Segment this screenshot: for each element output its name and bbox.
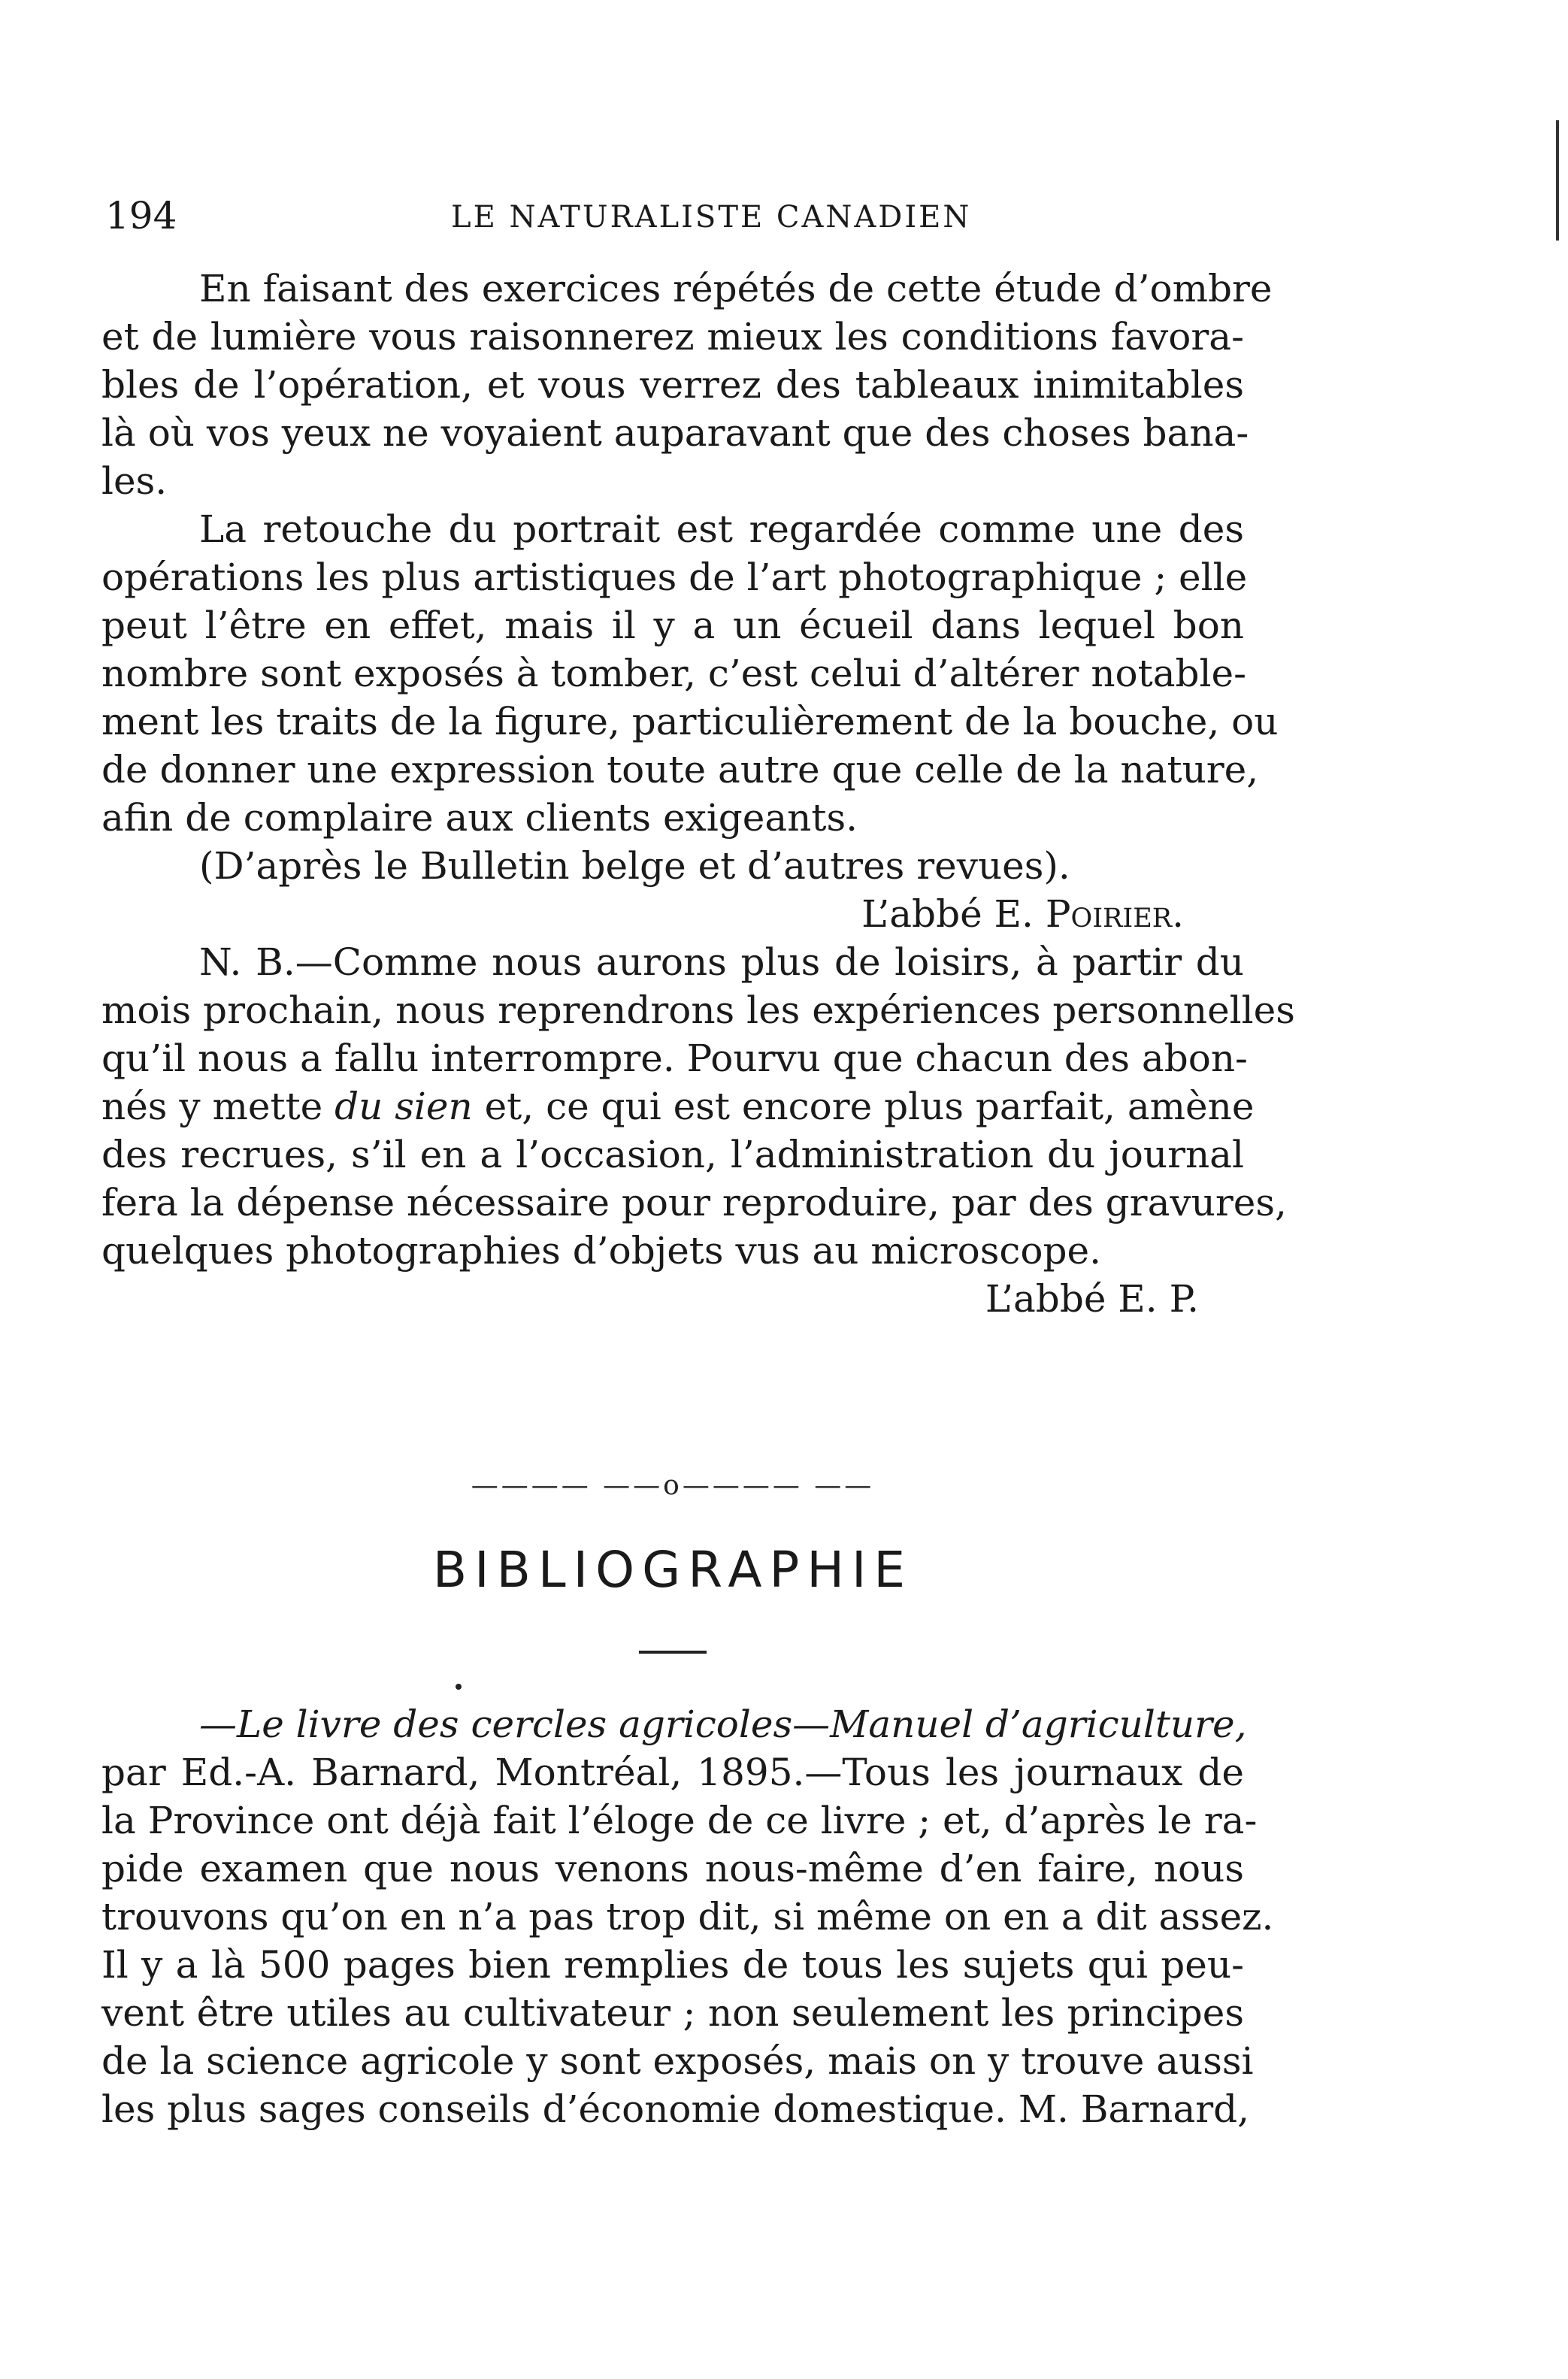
text-segment: et, ce qui est encore plus parfait, amène [472,1085,1255,1128]
signature-name: Poirier. [1045,892,1184,936]
page-number: 194 [105,194,177,238]
text-line: quelques photographies d’objets vus au microscope. [101,1229,1102,1273]
running-head: LE NATURALISTE CANADIEN [451,200,972,235]
note-signature: L’abbé E. P. [985,1277,1199,1321]
text-line: nombre sont exposés à tomber, c’est celui d’altérer notable- [101,652,1247,695]
text-line: de donner une expression toute autre que celle de la nature, [101,748,1259,791]
text-line: opérations les plus artistiques de l’art photographique ; elle [101,555,1248,599]
italic-phrase: du sien [334,1085,473,1128]
author-signature [101,890,1244,938]
text-line: et de lumière vous raisonnerez mieux les conditions favora- [101,315,1244,359]
book-title-line [101,1700,1247,1748]
text-line: mois prochain, nous reprendrons les expériences personnelles [101,988,1295,1032]
text-line: La retouche du portrait est regardée comme une des [199,507,1244,551]
text-line: vent être utiles au cultivateur ; non seulement les principes [101,1991,1244,2035]
text-line: par Ed.-A. Barnard, Montréal, 1895.—Tous les journaux de [101,1751,1244,1794]
text-line: ment les traits de la figure, particulièrement de la bouche, ou [101,700,1279,743]
page-header [98,180,1248,241]
text-line: peut l’être en effet, mais il y a un écueil dans lequel bon [101,604,1244,647]
source-citation: (D’après le Bulletin belge et d’autres revues). [199,844,1070,888]
text-line: pide examen que nous venons nous-même d’en faire, nous [101,1847,1244,1890]
book-title: —Le livre des cercles agricoles—Manuel d’agriculture, [199,1703,1247,1746]
section-separator: ———— ——o———— —— [471,1470,875,1501]
text-line: des recrues, s’il en a l’occasion, l’administration du journal [101,1133,1244,1176]
text-line: En faisant des exercices répétés de cette étude d’ombre [199,267,1273,310]
signature-prefix: L’abbé E. [861,892,1034,936]
text-line: Il y a là 500 pages bien remplies de tous les sujets qui peu- [101,1943,1244,1987]
text-line: trouvons qu’on en n’a pas trop dit, si même on en a dit assez. [101,1895,1274,1939]
text-segment: nés y mette [101,1085,335,1128]
title-rule [639,1651,707,1654]
text-line: là où vos yeux ne voyaient auparavant que des choses bana- [101,411,1249,455]
text-line: les plus sages conseils d’économie domestique. M. Barnard, [101,2087,1250,2131]
text-line: les. [101,459,168,503]
section-title: BIBLIOGRAPHIE [432,1541,913,1599]
text-line: N. B.—Comme nous aurons plus de loisirs, à partir du [199,940,1244,984]
page-edge-mark [1556,120,1559,241]
text-line: de la science agricole y sont exposés, mais on y trouve aussi [101,2039,1254,2083]
text-line: afin de complaire aux clients exigeants. [101,796,858,840]
text-line [101,1082,1255,1130]
text-line: qu’il nous a fallu interrompre. Pourvu que chacun des abon- [101,1037,1248,1080]
ornament-dot [456,1684,462,1690]
text-line: la Province ont déjà fait l’éloge de ce livre ; et, d’après le ra- [101,1799,1258,1842]
text-line: fera la dépense nécessaire pour reproduire, par des gravures, [101,1181,1287,1224]
text-line: bles de l’opération, et vous verrez des tableaux inimitables [101,363,1244,407]
